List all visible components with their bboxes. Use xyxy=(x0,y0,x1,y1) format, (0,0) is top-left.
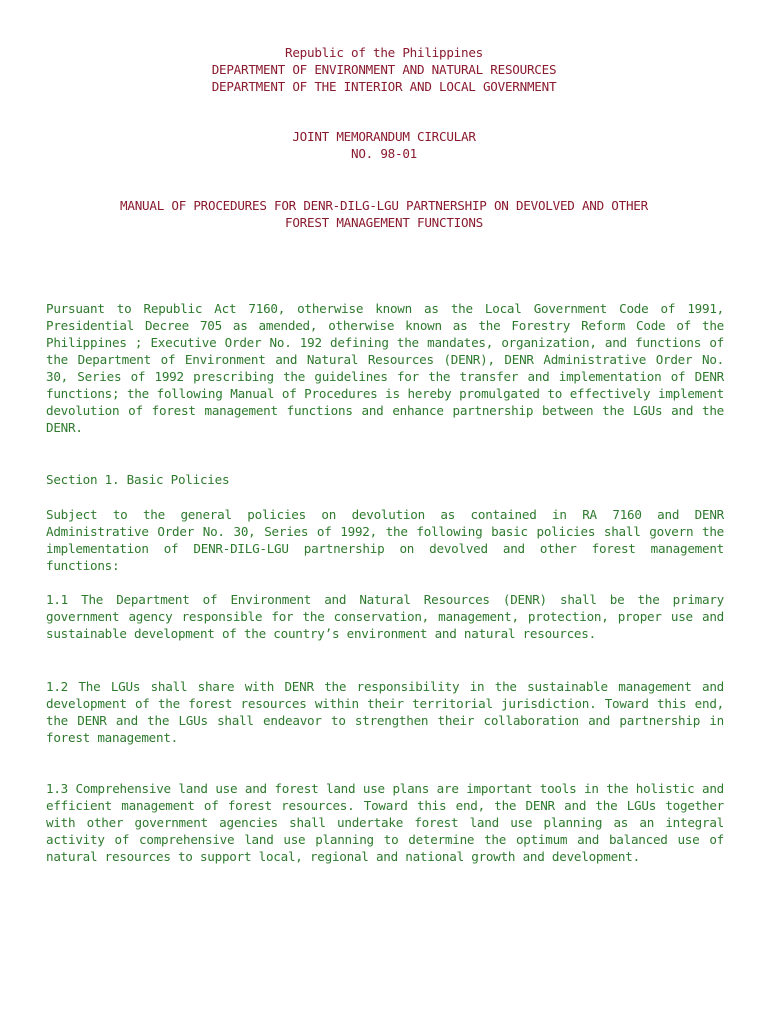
document-header xyxy=(0,44,768,95)
policy-1-1-paragraph: 1.1 The Department of Environment and Natural Resources (DENR) shall be the primary government agency responsible for the conservation, management, protection, proper use and sustainable development of the country’s environment and natural resources. xyxy=(46,592,724,641)
circular-number: NO. 98-01 xyxy=(351,146,417,161)
manual-title-line1: MANUAL OF PROCEDURES FOR DENR-DILG-LGU PARTNERSHIP ON DEVOLVED AND OTHER xyxy=(120,198,648,213)
circular-title: JOINT MEMORANDUM CIRCULAR xyxy=(292,129,476,144)
header-dilg: DEPARTMENT OF THE INTERIOR AND LOCAL GOVERNMENT xyxy=(211,79,557,94)
header-republic: Republic of the Philippines xyxy=(285,45,483,60)
manual-title-line2: FOREST MANAGEMENT FUNCTIONS xyxy=(285,215,483,230)
section-1-heading: Section 1. Basic Policies xyxy=(46,472,230,487)
intro-paragraph: Pursuant to Republic Act 7160, otherwise known as the Local Government Code of 1991, Presidential Decree 705 as amended, otherwise known as the Forestry Reform Code of the Philippines ; Executive Order No. 192 defining the mandates, organization, and functions of the Department of Environment and Natural Resources (DENR), DENR Administrative Order No. 30, Series of 1992 prescribing the guidelines for the transfer and implementation of DENR functions; the following Manual of Procedures is hereby promulgated to effectively implement devolution of forest management functions and enhance partnership between the LGUs and the DENR. xyxy=(46,301,724,435)
section-1-intro-paragraph: Subject to the general policies on devolution as contained in RA 7160 and DENR Administrative Order No. 30, Series of 1992, the following basic policies shall govern the implementation of DENR-DILG-LGU partnership on devolved and other forest management functions: xyxy=(46,507,724,573)
policy-1-2-paragraph: 1.2 The LGUs shall share with DENR the responsibility in the sustainable management and development of the forest resources within their territorial jurisdiction. Toward this end, the DENR and the LGUs shall endeavor to strengthen their collaboration and partnership in forest management. xyxy=(46,679,724,745)
header-denr: DEPARTMENT OF ENVIRONMENT AND NATURAL RESOURCES xyxy=(211,62,557,77)
manual-title xyxy=(0,197,768,231)
policy-1-3-paragraph: 1.3 Comprehensive land use and forest land use plans are important tools in the holistic and efficient management of forest resources. Toward this end, the DENR and the LGUs together with other government agencies shall undertake forest land use planning as an integral activity of comprehensive land use planning to determine the optimum and balanced use of natural resources to support local, regional and national growth and development. xyxy=(46,781,724,864)
circular-heading xyxy=(0,128,768,162)
